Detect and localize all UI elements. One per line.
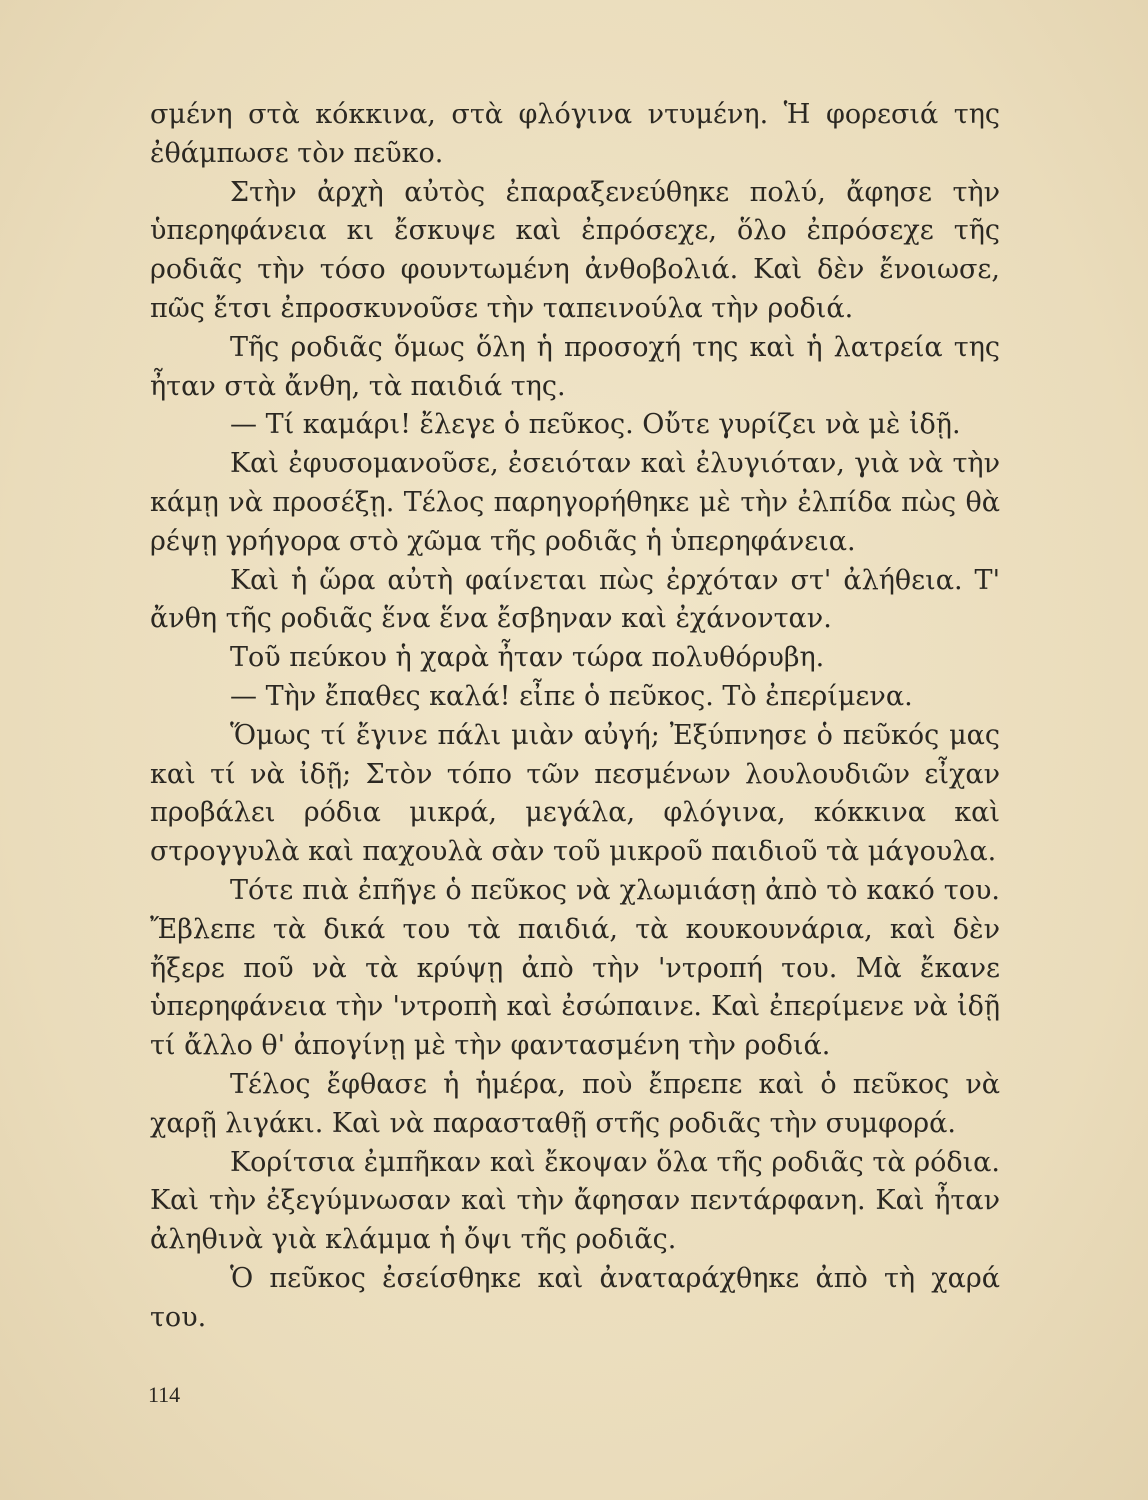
dialogue-line: — Τὴν ἔπαθες καλά! εἶπε ὁ πεῦκος. Τὸ ἐπερίμενα. <box>230 680 913 712</box>
paragraph: Ὁ πεῦκος ἐσείσθηκε καὶ ἀναταράχθηκε ἀπὸ τὴ χαρά του. <box>150 1262 1000 1333</box>
paragraph: Καὶ ἡ ὥρα αὐτὴ φαίνεται πὼς ἐρχόταν στ' ἀλήθεια. Τ' ἄνθη τῆς ροδιᾶς ἕνα ἕνα ἔσβηναν καὶ ἐχάνονταν. <box>150 564 1000 635</box>
paragraph: Τότε πιὰ ἐπῆγε ὁ πεῦκος νὰ χλωμιάσῃ ἀπὸ τὸ κακό του. Ἔβλεπε τὰ δικά του τὰ παιδιά, τὰ κουκουνάρια, καὶ δὲν ἤξερε ποῦ νὰ τὰ κρύψῃ ἀπὸ τὴν 'ντροπή του. Μὰ ἔκανε ὑπερηφάνεια τὴν 'ντροπὴ καὶ ἐσώπαινε. Καὶ ἐπερίμενε νὰ ἰδῇ τί ἄλλο θ' ἀπογίνῃ μὲ τὴν φαντασμένη τὴν ροδιά. <box>150 874 1000 1062</box>
paragraph: Τέλος ἔφθασε ἡ ἡμέρα, ποὺ ἔπρεπε καὶ ὁ πεῦκος νὰ χαρῇ λιγάκι. Καὶ νὰ παρασταθῇ στῆς ροδιᾶς τὴν συμφορά. <box>150 1068 1000 1139</box>
paragraph-continuation: σμένη στὰ κόκκινα, στὰ φλόγινα ντυμένη. Ἡ φορεσιά της ἐθάμπωσε τὸν πεῦκο. <box>150 99 1000 169</box>
paragraph: Καὶ ἐφυσομανοῦσε, ἐσειόταν καὶ ἐλυγιόταν, γιὰ νὰ τὴν κάμῃ νὰ προσέξῃ. Τέλος παρηγορήθηκε μὲ τὴν ἐλπίδα πὼς θὰ ρέψῃ γρήγορα στὸ χῶμα τῆς ροδιᾶς ἡ ὑπερηφάνεια. <box>150 448 1000 557</box>
body-text <box>150 96 1000 1338</box>
dialogue-line: — Τί καμάρι! ἔλεγε ὁ πεῦκος. Οὔτε γυρίζει νὰ μὲ ἰδῇ. <box>230 409 961 441</box>
paragraph: Στὴν ἀρχὴ αὐτὸς ἐπαραξενεύθηκε πολύ, ἄφησε τὴν ὑπερηφάνεια κι ἔσκυψε καὶ ἐπρόσεχε, ὅλο ἐπρόσεχε τῆς ροδιᾶς τὴν τόσο φουντωμένη ἀνθοβολιά. Καὶ δὲν ἔνοιωσε, πῶς ἔτσι ἐπροσκυνοῦσε τὴν ταπεινούλα τὴν ροδιά. <box>150 176 1000 324</box>
paragraph: Κορίτσια ἐμπῆκαν καὶ ἔκοψαν ὅλα τῆς ροδιᾶς τὰ ρόδια. Καὶ τὴν ἐξεγύμνωσαν καὶ τὴν ἄφησαν πεντάρφανη. Καὶ ἦταν ἀληθινὰ γιὰ κλάμμα ἡ ὄψι τῆς ροδιᾶς. <box>150 1146 1000 1256</box>
paragraph: Ὅμως τί ἔγινε πάλι μιὰν αὐγή; Ἐξύπνησε ὁ πεῦκός μας καὶ τί νὰ ἰδῇ; Στὸν τόπο τῶν πεσμένων λουλουδιῶν εἶχαν προβάλει ρόδια μικρά, μεγάλα, φλόγινα, κόκκινα καὶ στρογγυλὰ καὶ παχουλὰ σὰν τοῦ μικροῦ παιδιοῦ τὰ μάγουλα. <box>150 719 1000 868</box>
paragraph: Τῆς ροδιᾶς ὅμως ὅλη ἡ προσοχή της καὶ ἡ λατρεία της ἦταν στὰ ἄνθη, τὰ παιδιά της. <box>150 331 1000 402</box>
page-number: 114 <box>148 1382 181 1407</box>
paragraph: Τοῦ πεύκου ἡ χαρὰ ἦταν τώρα πολυθόρυβη. <box>230 642 825 674</box>
